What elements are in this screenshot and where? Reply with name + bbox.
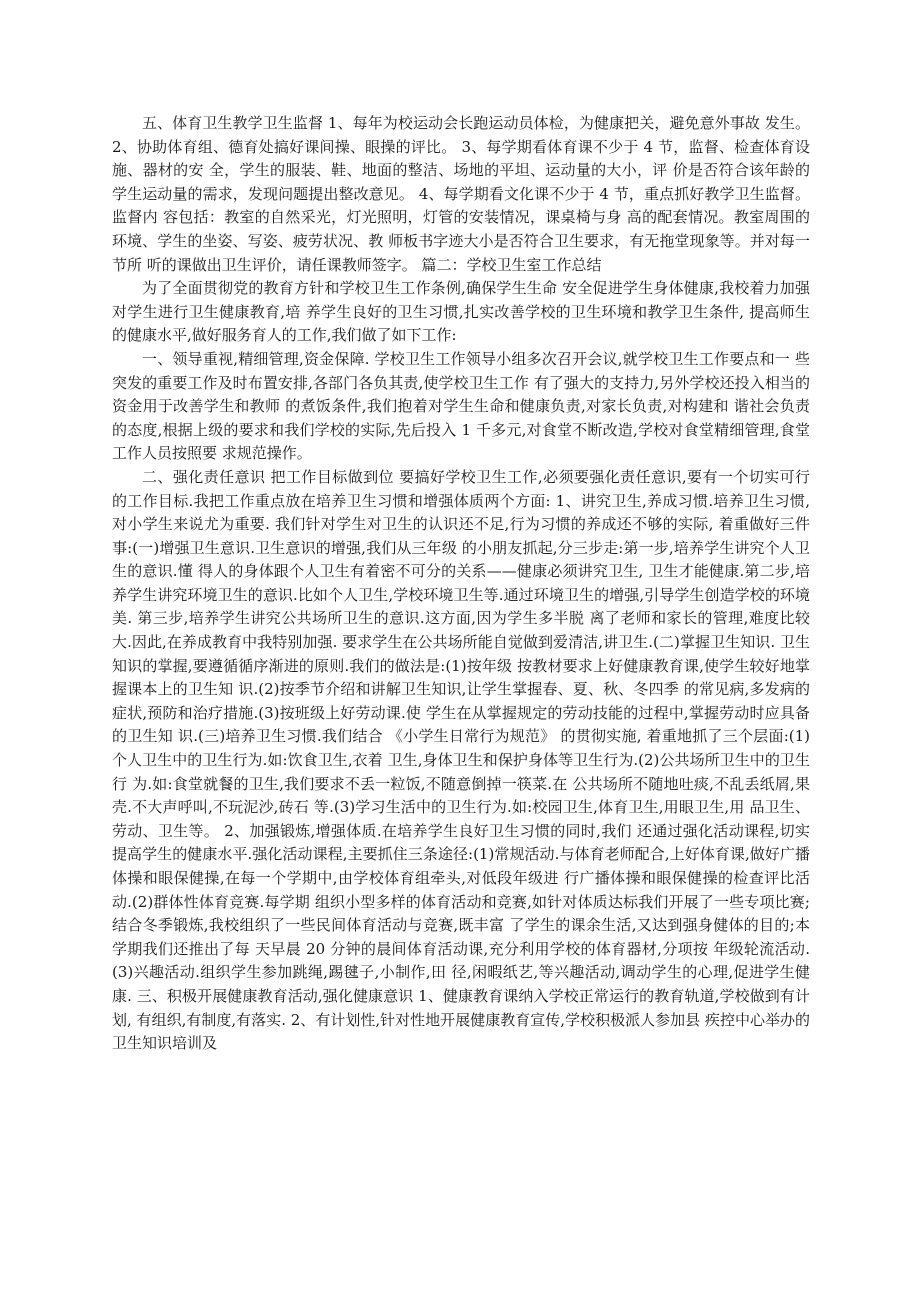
paragraph-section-five: 五、体育卫生教学卫生监督 1、每年为校运动会长跑运动员体检，为健康把关，避免意外事故 发生。 2、协助体育组、德育处搞好课间操、眼操的评比。 3、每学期看体育课不少于 4 节，监督、检查体育设施、器材的安 全，学生的服装、鞋、地面的整洁、场地的平坦、运动量的大小，评 价是否符合该年龄的学生运动量的需求，发现问题提出整改意见。 4、每学期看文化课不少于 4 节，重点抓好教学卫生监督。监督内 容包括：教室的自然采光，灯光照明，灯管的安装情况，课桌椅与身 高的配套情况。教室周围的环境、学生的坐姿、写姿、疲劳状况、教 师板书字迹大小是否符合卫生要求，有无拖堂现象等。并对每一节所 听的课做出卫生评价，请任课教师签字。 篇二：学校卫生室工作总结 <box>112 114 810 274</box>
paragraph-section-two: 二、强化责任意识 把工作目标做到位 要搞好学校卫生工作,必须要强化责任意识,要有一个切实可行 的工作目标.我把工作重点放在培养卫生习惯和增强体质两个方面: 1、讲究卫生,养成习惯.培养卫生习惯,对小学生来说尤为重要. 我们针对学生对卫生的认识还不足,行为习惯的养成还不够的实际, 着重做好三件事:(一)增强卫生意识.卫生意识的增强,我们从三年级 的小朋友抓起,分三步走:第一步,培养学生讲究个人卫生的意识.懂 得人的身体跟个人卫生有着密不可分的关系——健康必须讲究卫生, 卫生才能健康.第二步,培养学生讲究环境卫生的意识.比如个人卫生,学校环境卫生等.通过环境卫生的增强,引导学生创造学校的环境美. 第三步,培养学生讲究公共场所卫生的意识.这方面,因为学生多半脱 离了老师和家长的管理,难度比较大.因此,在养成教育中我特别加强. 要求学生在公共场所能自觉做到爱清洁,讲卫生.(二)掌握卫生知识. 卫生知识的掌握,要遵循循序渐进的原则.我们的做法是:(1)按年级 按教材要求上好健康教育课,使学生较好地掌握课本上的卫生知 识.(2)按季节介绍和讲解卫生知识,让学生掌握春、夏、秋、冬四季 的常见病,多发病的症状,预防和治疗措施.(3)按班级上好劳动课.使 学生在从掌握规定的劳动技能的过程中,掌握劳动时应具备的卫生知 识.(三)培养卫生习惯.我们结合 《小学生日常行为规范》 的贯彻实施, 着重地抓了三个层面:(1)个人卫生中的卫生行为.如:饮食卫生,衣着 卫生,身体卫生和保护身体等卫生行为.(2)公共场所卫生中的卫生行 为.如:食堂就餐的卫生,我们要求不丢一粒饭,不随意倒掉一筷菜.在 公共场所不随地吐痰,不乱丢纸屑,果壳.不大声呼叫,不玩泥沙,砖石 等.(3)学习生活中的卫生行为.如:校园卫生,体育卫生,用眼卫生,用 品卫生、劳动、卫生等。 2、加强锻炼,增强体质.在培养学生良好卫生习惯的同时,我们 还通过强化活动课程,切实提高学生的健康水平.强化活动课程,主要抓住三条途径:(1)常规活动.与体育老师配合,上好体育课,做好广播 体操和眼保健操,在每一个学期中,由学校体育组牵头,对低段年级进 行广播体操和眼保健操的检查评比活动.(2)群体性体育竞赛.每学期 组织小型多样的体育活动和竞赛,如针对体质达标我们开展了一些专项比赛;结合冬季锻炼,我校组织了一些民间体育活动与竞赛,既丰富 了学生的课余生活,又达到强身健体的目的;本学期我们还推出了每 天早晨 20 分钟的晨间体育活动课,充分利用学校的体育器材,分项按 年级轮流活动.(3)兴趣活动.组织学生参加跳绳,踢毽子,小制作,田 径,闲暇纸艺,等兴趣活动,调动学生的心理,促进学生健康. 三、积极开展健康教育活动,强化健康意识 1、健康教育课纳入学校正常运行的教育轨道,学校做到有计划, 有组织,有制度,有落实. 2、有计划性,针对性地开展健康教育宣传,学校积极派人参加县 疾控中心举办的卫生知识培训及 <box>112 467 810 1053</box>
paragraph-section-one: 一、领导重视,精细管理,资金保障. 学校卫生工作领导小组多次召开会议,就学校卫生工作要点和一 些突发的重要工作及时布置安排,各部门各负其责,使学校卫生工作 有了强大的支持力,另外学校还投入相当的资金用于改善学生和教师 的煮饭条件,我们抱着对学生生命和健康负责,对家长负责,对构建和 谐社会负责的态度,根据上级的要求和我们学校的实际,先后投入 1 千多元,对食堂不断改造,学校对食堂精细管理,食堂工作人员按照要 求规范操作。 <box>112 349 810 463</box>
document-body <box>112 112 810 1056</box>
paragraph-intro: 为了全面贯彻党的教育方针和学校卫生工作条例,确保学生生命 安全促进学生身体健康,我校着力加强对学生进行卫生健康教育,培 养学生良好的卫生习惯,扎实改善学校的卫生环境和教学卫生条件, 提高师生的健康水平,做好服务育人的工作,我们做了如下工作: <box>112 279 810 345</box>
